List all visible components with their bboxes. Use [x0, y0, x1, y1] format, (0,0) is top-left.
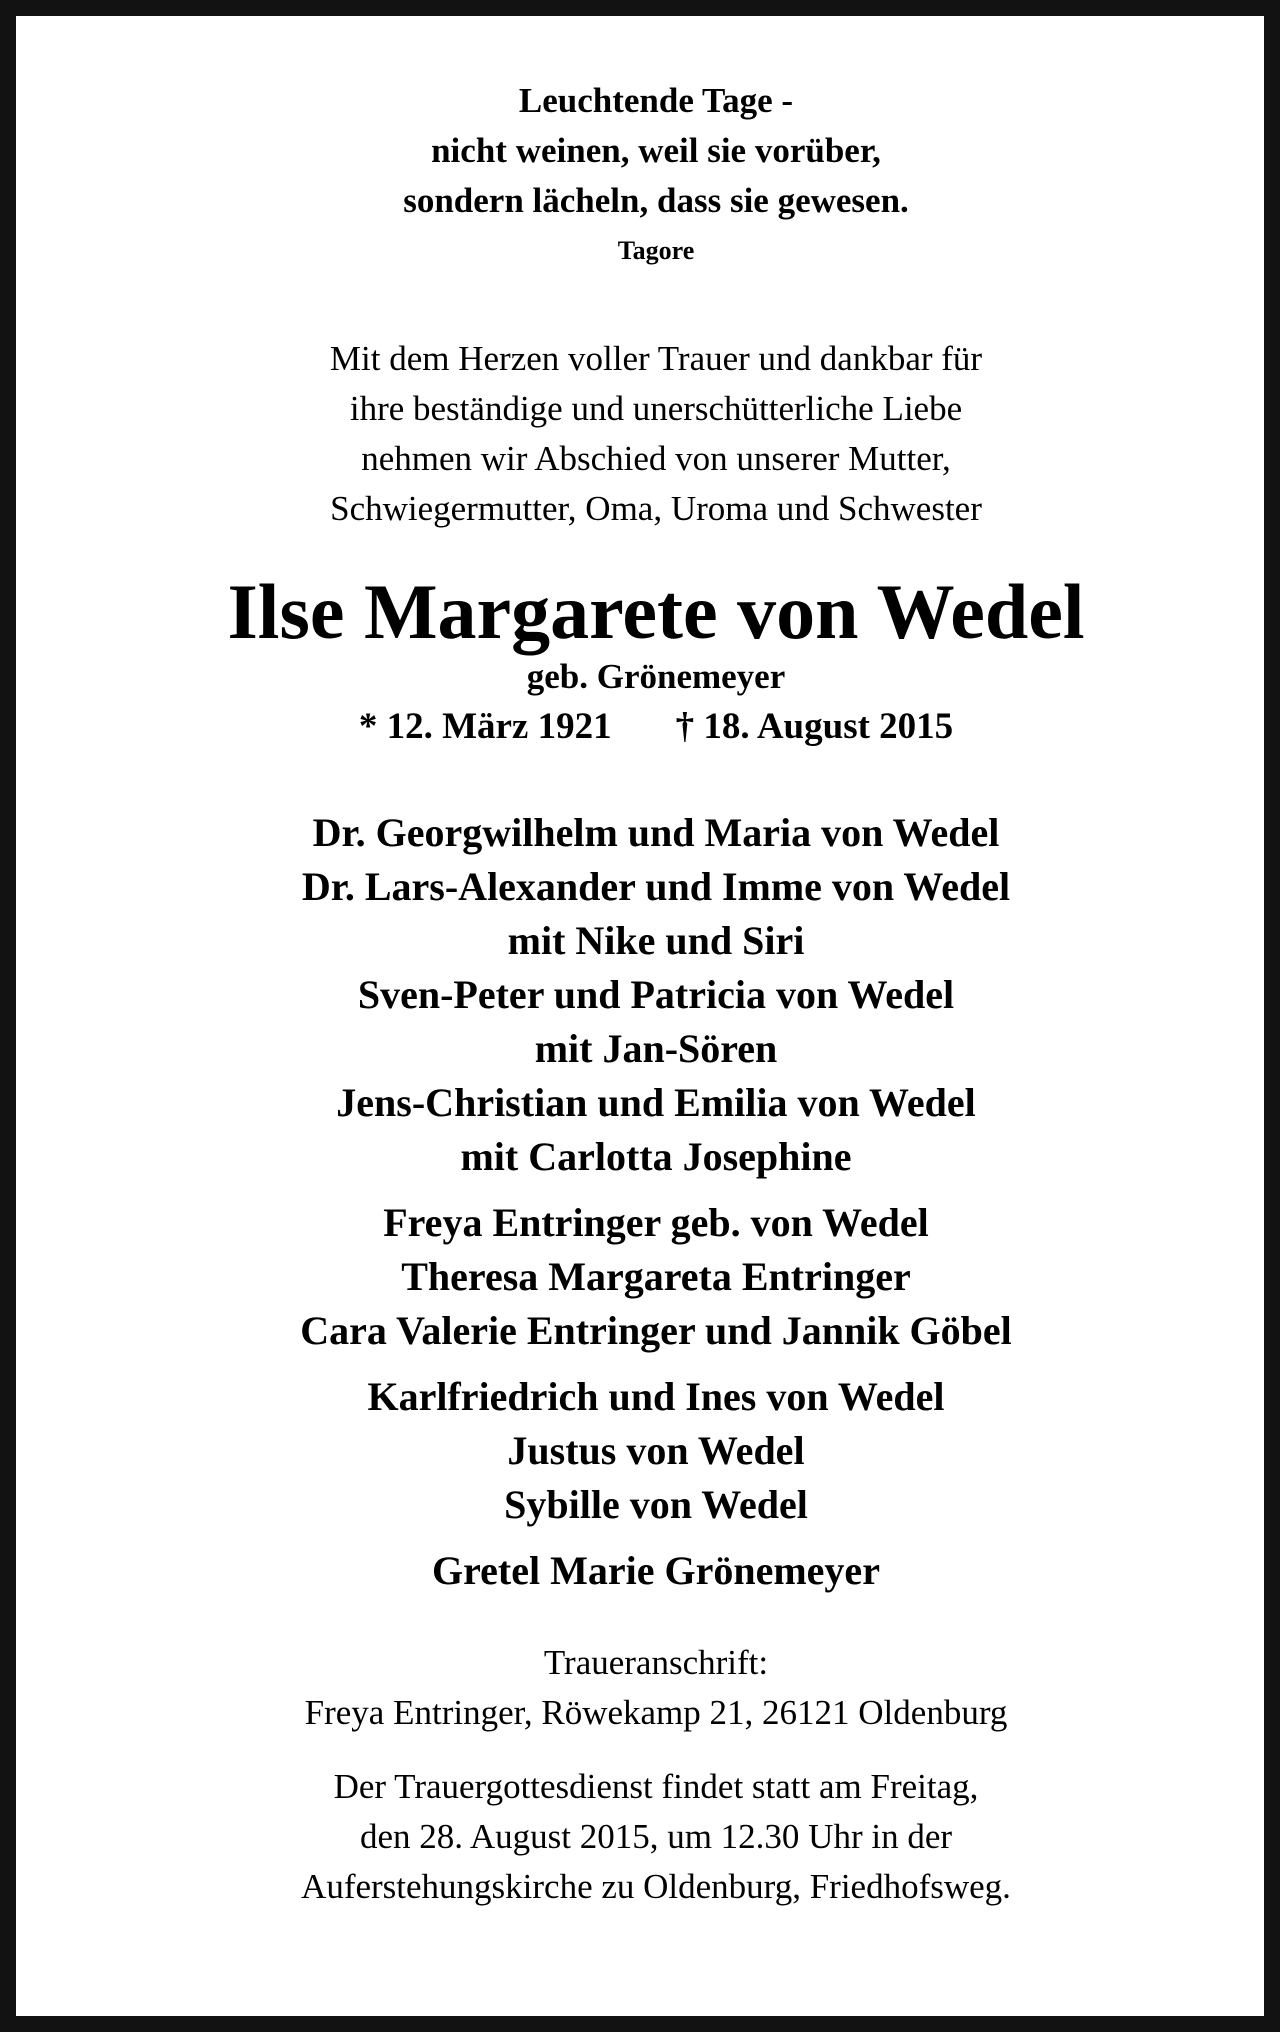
mourner-line: Gretel Marie Grönemeyer [432, 1548, 880, 1593]
mourner-line: mit Nike und Siri [507, 918, 805, 963]
address-value: Freya Entringer, Röwekamp 21, 26121 Oldenburg [304, 1693, 1008, 1732]
motto-author: Tagore [617, 236, 695, 265]
mourner-group [32, 1544, 1280, 1598]
intro-line: Schwiegermutter, Oma, Uroma und Schwester [330, 489, 982, 528]
intro-line: ihre beständige und unerschütterliche Liebe [349, 389, 963, 428]
obituary-content [32, 32, 1280, 1912]
death-date: † 18. August 2015 [675, 706, 954, 747]
motto-line: sondern lächeln, dass sie gewesen. [403, 181, 909, 220]
mourners-list [32, 806, 1280, 1598]
service-line: den 28. August 2015, um 12.30 Uhr in der [359, 1817, 953, 1856]
mourner-group [32, 1196, 1280, 1358]
mourner-line: Cara Valerie Entringer und Jannik Göbel [300, 1308, 1012, 1353]
funeral-service-notice [32, 1762, 1280, 1912]
mourner-line: Sybille von Wedel [504, 1482, 808, 1527]
deceased-name: Ilse Margarete von Wedel [227, 568, 1085, 655]
service-line: Der Trauergottesdienst findet statt am Freitag, [333, 1767, 979, 1806]
motto-quote [32, 76, 1280, 266]
address-label: Traueranschrift: [543, 1643, 769, 1682]
mourner-line: Justus von Wedel [507, 1428, 805, 1473]
mourner-line: Sven-Peter und Patricia von Wedel [357, 972, 955, 1017]
intro-line: nehmen wir Abschied von unserer Mutter, [361, 439, 951, 478]
mourner-line: Dr. Lars-Alexander und Imme von Wedel [301, 864, 1011, 909]
mourner-line: Theresa Margareta Entringer [401, 1254, 911, 1299]
mourner-line: mit Carlotta Josephine [460, 1134, 852, 1179]
service-line: Auferstehungskirche zu Oldenburg, Friedhofsweg. [301, 1867, 1011, 1906]
motto-line: Leuchtende Tage - [518, 81, 794, 120]
mourner-line: mit Jan-Sören [534, 1026, 778, 1071]
intro-text [32, 334, 1280, 534]
birth-date: * 12. März 1921 [358, 706, 612, 747]
mourner-line: Jens-Christian und Emilia von Wedel [336, 1080, 976, 1125]
intro-line: Mit dem Herzen voller Trauer und dankbar für [329, 339, 983, 378]
mourner-line: Karlfriedrich und Ines von Wedel [367, 1374, 945, 1419]
motto-line: nicht weinen, weil sie vorüber, [431, 131, 881, 170]
mourner-line: Dr. Georgwilhelm und Maria von Wedel [312, 810, 1000, 855]
life-dates [32, 702, 1280, 752]
deceased-birth-name: geb. Grönemeyer [526, 657, 786, 696]
mourner-group [32, 806, 1280, 1184]
mourner-group [32, 1370, 1280, 1532]
mourning-address [32, 1638, 1280, 1738]
mourner-line: Freya Entringer geb. von Wedel [383, 1200, 929, 1245]
